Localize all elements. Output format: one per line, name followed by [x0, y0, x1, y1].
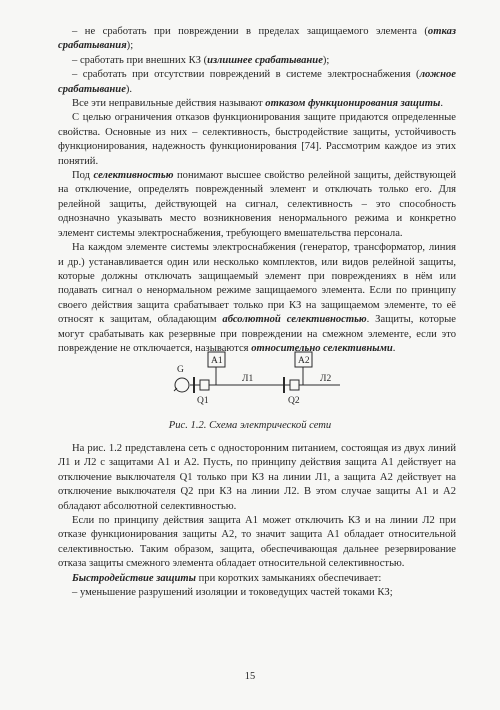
- bullet-excess-operation: – сработать при внешних КЗ (излишнее срабатывание);: [72, 54, 330, 66]
- label-a1: A1: [211, 356, 223, 366]
- paragraph-selectivity: Под селективностью понимают высшее свойство релейной защиты, действующей на отключение, определять поврежденный элемент и отключать только его. Для релейной защиты, действующей на сигнал, селективность – это способность однозначно указывать место возникновения ненормального режима и конкретно элемент системы электроснабжения, требующего вмешательства персонала.: [58, 170, 456, 239]
- page-number: 15: [244, 671, 256, 682]
- paragraph-figure-description: На рис. 1.2 представлена сеть с односторонним питанием, состоящая из двух линий Л1 и Л2 с защитами А1 и А2. Пусть, по принципу действия защита А1 действует на отключение выключателя Q1 только при КЗ на линии Л1, а защита А2 действует на отключение выключателя Q2 при КЗ на линии Л2. В этом случае защиты А1 и А2 обладают абсолютной селективностью.: [58, 443, 456, 512]
- term-false-operation: ложное срабатывание: [58, 69, 456, 95]
- term-relative-selectivity: относительно селективными: [251, 342, 393, 354]
- term-absolute-selectivity: абсолютной селективностью: [222, 314, 367, 326]
- term-failure-to-operate: отказ срабатывания: [58, 26, 456, 52]
- label-l2: Л2: [320, 374, 332, 384]
- generator-symbol: [175, 378, 189, 392]
- paragraph-properties: С целью ограничения отказов функционирования защите придаются определенные свойства. Основные из них – селективность, быстродействие защиты, устойчивость функционирования, надежность функционирования [74]. Рассмотрим каждое из этих понятий.: [58, 112, 456, 167]
- label-q2: Q2: [288, 396, 300, 406]
- paragraph-relative-selectivity: Если по принципу действия защита А1 может отключить КЗ и на линии Л2 при отказе функционирования защиты А2, то значит защита А1 обладает относительной селективностью. Таким образом, защита, обеспечивающая дальнее резервирование отказа защиты смежного элемента обладает относительной селективностью.: [58, 515, 456, 570]
- paragraph-absolute-selectivity: На каждом элементе системы электроснабжения (генератор, трансформатор, линия и др.) устанавливается один или несколько комплектов, или видов релейной защиты, которые должны отключать защищаемый элемент при повреждениях в нём или подавать сигнал о ненормальном режиме защищаемого элемента. Если по принципу своего действия защита срабатывает только при КЗ на защищаемом элементе, то её относят к защитам, обладающим абсолютной селективностью. Защиты, которые могут срабатывать как резервные при повреждении на смежном элементе, если это повреждение не отключается, называются относительно селективными.: [58, 242, 456, 354]
- network-diagram: [150, 341, 350, 415]
- breaker-q1: [200, 380, 209, 390]
- bullet-failure-to-operate: – не сработать при повреждении в пределах защищаемого элемента (отказ срабатывания);: [58, 26, 456, 52]
- term-excess-operation: излишнее срабатывание: [207, 54, 323, 66]
- breaker-q2: [290, 380, 299, 390]
- label-l1: Л1: [242, 374, 254, 384]
- bullet-false-operation: – сработать при отсутствии повреждений в системе электроснабжения (ложное срабатывание).: [58, 69, 456, 95]
- figure-caption: Рис. 1.2. Схема электрической сети: [168, 420, 332, 431]
- label-q1: Q1: [197, 396, 209, 406]
- label-a2: A2: [298, 356, 310, 366]
- term-selectivity: селективностью: [93, 170, 174, 182]
- paragraph-failure-definition: Все эти неправильные действия называют отказом функционирования защиты.: [72, 98, 443, 110]
- term-malfunction: отказом функционирования защиты: [265, 98, 441, 110]
- label-g: G: [177, 365, 184, 375]
- paragraph-speed: Быстродействие защиты при коротких замыканиях обеспечивает:: [72, 572, 382, 584]
- bullet-reduce-damage: – уменьшение разрушений изоляции и токоведущих частей токами КЗ;: [72, 587, 393, 599]
- term-speed: Быстродействие защиты: [72, 572, 196, 584]
- text-block-top: [58, 25, 456, 356]
- text-block-bottom: [58, 442, 456, 600]
